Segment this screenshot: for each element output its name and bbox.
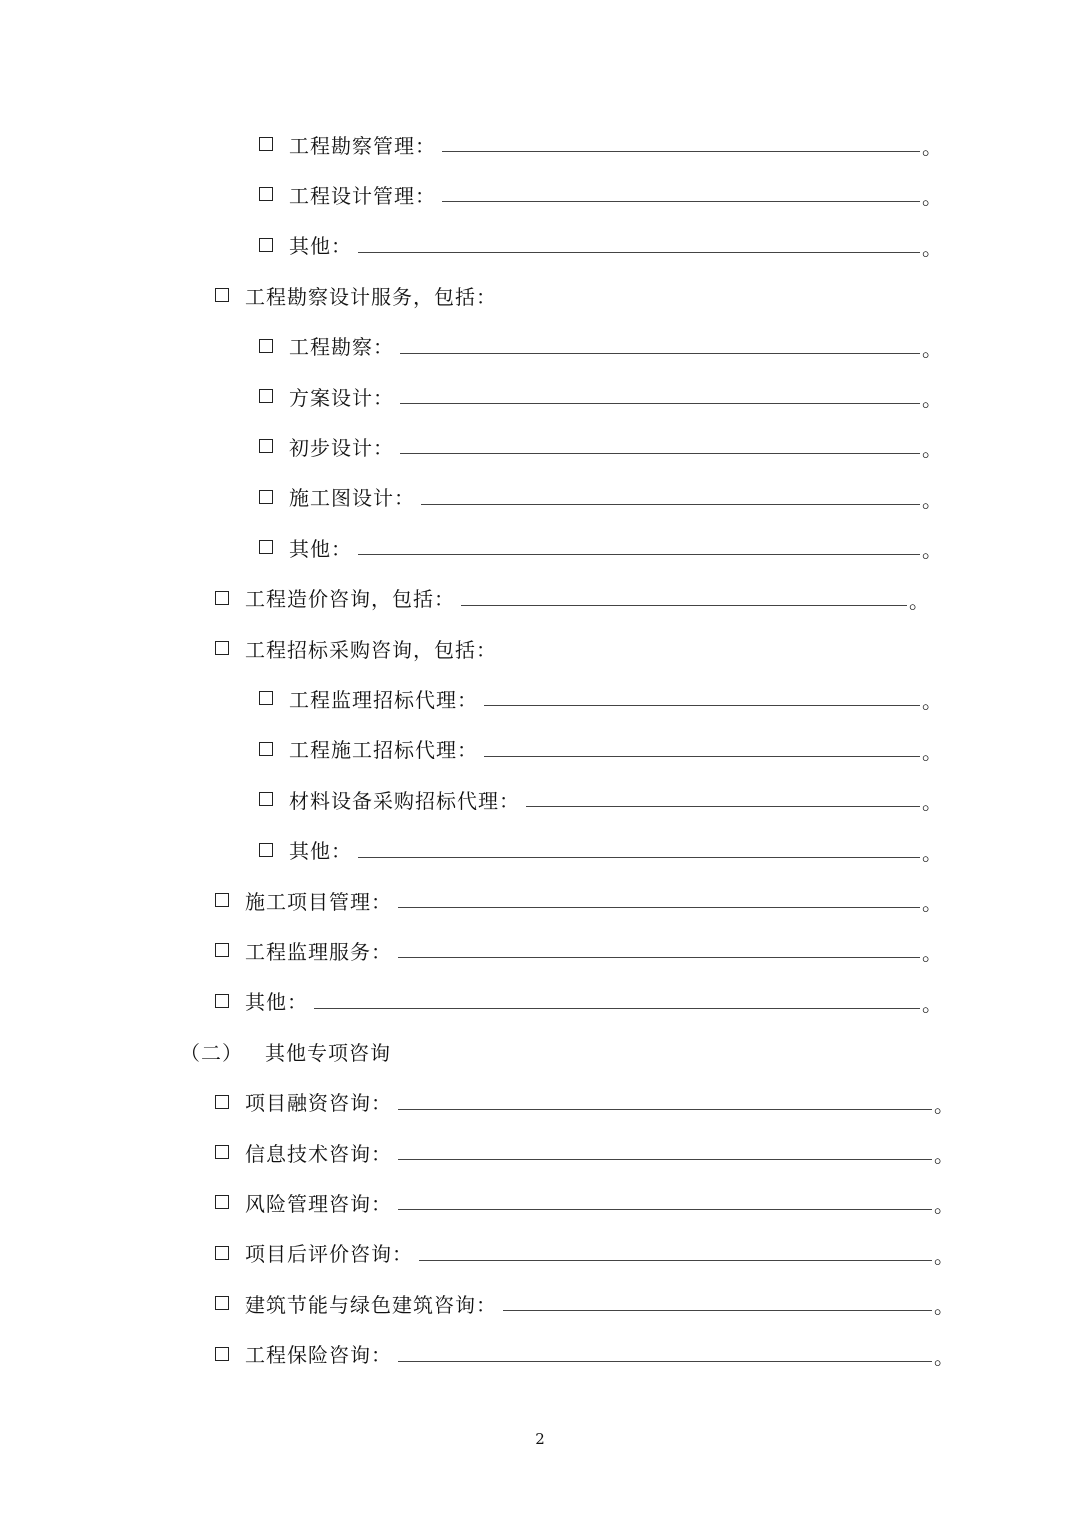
form-line-r8	[259, 480, 415, 514]
form-line-r10	[215, 581, 455, 615]
form-line-r14	[259, 782, 520, 816]
item-label: 风险管理咨询：	[245, 1191, 392, 1216]
form-line-r6	[259, 379, 394, 413]
checkbox[interactable]	[259, 339, 273, 353]
checkbox[interactable]	[259, 540, 273, 554]
fill-in-blank[interactable]	[358, 554, 920, 555]
fill-in-blank[interactable]	[484, 756, 920, 757]
fill-in-blank[interactable]	[503, 1310, 932, 1311]
fill-in-blank[interactable]	[421, 504, 920, 505]
period-mark: 。	[922, 437, 942, 462]
fill-in-blank[interactable]	[398, 1159, 932, 1160]
form-line-r21	[215, 1135, 392, 1169]
item-label: 工程勘察：	[289, 335, 394, 360]
checkbox[interactable]	[215, 1095, 229, 1109]
period-mark: 。	[909, 588, 929, 613]
form-line-r1	[259, 127, 436, 161]
item-label: 信息技术咨询：	[245, 1141, 392, 1166]
item-label: 工程招标采购咨询，包括：	[245, 637, 497, 662]
checkbox[interactable]	[215, 1296, 229, 1310]
checkbox[interactable]	[259, 137, 273, 151]
period-mark: 。	[934, 1193, 954, 1218]
checkbox[interactable]	[259, 389, 273, 403]
period-mark: 。	[922, 891, 942, 915]
period-mark: 。	[934, 1294, 954, 1319]
checkbox[interactable]	[215, 641, 229, 655]
period-mark: 。	[922, 135, 942, 159]
item-label: 工程保险咨询：	[245, 1343, 392, 1368]
period-mark: 。	[922, 790, 942, 815]
period-mark: 。	[934, 1344, 954, 1369]
form-line-r3	[259, 228, 352, 262]
item-label: 工程设计管理：	[289, 183, 436, 208]
period-mark: 。	[934, 1143, 954, 1167]
form-line-r17	[215, 933, 392, 967]
checkbox[interactable]	[259, 742, 273, 756]
checkbox[interactable]	[215, 591, 229, 605]
item-label: 材料设备采购招标代理：	[289, 788, 520, 813]
period-mark: 。	[934, 1243, 954, 1268]
checkbox[interactable]	[259, 187, 273, 201]
item-label: 工程造价咨询，包括：	[245, 587, 455, 612]
period-mark: 。	[922, 739, 942, 764]
period-mark: 。	[922, 487, 942, 512]
checkbox[interactable]	[215, 943, 229, 957]
period-mark: 。	[922, 336, 942, 361]
period-mark: 。	[922, 185, 942, 210]
period-mark: 。	[922, 387, 942, 411]
form-line-r4	[215, 278, 497, 312]
form-line-r20	[215, 1085, 392, 1119]
fill-in-blank[interactable]	[400, 353, 920, 354]
fill-in-blank[interactable]	[461, 605, 907, 606]
fill-in-blank[interactable]	[358, 857, 920, 858]
item-label: 工程监理招标代理：	[289, 687, 478, 712]
item-label: 工程监理服务：	[245, 939, 392, 964]
item-label: 其他：	[245, 990, 308, 1015]
form-line-r22	[215, 1185, 392, 1219]
item-label: 项目后评价咨询：	[245, 1242, 413, 1267]
fill-in-blank[interactable]	[398, 957, 920, 958]
form-line-r11	[215, 631, 497, 665]
fill-in-blank[interactable]	[398, 1361, 932, 1362]
checkbox[interactable]	[259, 238, 273, 252]
period-mark: 。	[922, 991, 942, 1016]
item-label: 施工项目管理：	[245, 889, 392, 914]
fill-in-blank[interactable]	[358, 252, 920, 253]
item-label: 建筑节能与绿色建筑咨询：	[245, 1292, 497, 1317]
checkbox[interactable]	[215, 1145, 229, 1159]
fill-in-blank[interactable]	[419, 1260, 932, 1261]
checkbox[interactable]	[259, 843, 273, 857]
period-mark: 。	[922, 235, 942, 260]
item-label: 工程施工招标代理：	[289, 738, 478, 763]
form-line-r18	[215, 984, 308, 1018]
checkbox[interactable]	[259, 439, 273, 453]
period-mark: 。	[922, 689, 942, 714]
page-number: 2	[535, 1430, 545, 1448]
checkbox[interactable]	[215, 1246, 229, 1260]
item-label: 初步设计：	[289, 435, 394, 460]
section-number: （二）	[180, 1040, 243, 1065]
form-line-r25	[215, 1337, 392, 1371]
form-line-r23	[215, 1236, 413, 1270]
section-heading: 其他专项咨询	[265, 1040, 391, 1065]
checkbox[interactable]	[215, 1195, 229, 1209]
item-label: 项目融资咨询：	[245, 1091, 392, 1116]
item-label: 施工图设计：	[289, 486, 415, 511]
checkbox[interactable]	[259, 490, 273, 504]
form-line-r19	[180, 1034, 391, 1068]
item-label: 工程勘察设计服务，包括：	[245, 284, 497, 309]
checkbox[interactable]	[259, 691, 273, 705]
form-line-r12	[259, 681, 478, 715]
fill-in-blank[interactable]	[400, 403, 920, 404]
form-line-r7	[259, 429, 394, 463]
item-label: 其他：	[289, 839, 352, 864]
form-line-r13	[259, 732, 478, 766]
item-label: 方案设计：	[289, 385, 394, 410]
form-line-r9	[259, 530, 352, 564]
form-line-r5	[259, 329, 394, 363]
fill-in-blank[interactable]	[398, 1109, 932, 1110]
period-mark: 。	[922, 941, 942, 966]
checkbox[interactable]	[215, 288, 229, 302]
form-line-r24	[215, 1286, 497, 1320]
form-line-r16	[215, 883, 392, 917]
fill-in-blank[interactable]	[484, 705, 920, 706]
fill-in-blank[interactable]	[398, 907, 920, 908]
fill-in-blank[interactable]	[314, 1008, 920, 1009]
form-line-r2	[259, 177, 436, 211]
item-label: 工程勘察管理：	[289, 133, 436, 158]
period-mark: 。	[934, 1092, 954, 1117]
item-label: 其他：	[289, 234, 352, 259]
fill-in-blank[interactable]	[526, 806, 920, 807]
form-line-r15	[259, 833, 352, 867]
fill-in-blank[interactable]	[398, 1209, 932, 1210]
checkbox[interactable]	[215, 1347, 229, 1361]
period-mark: 。	[922, 840, 942, 865]
checkbox[interactable]	[215, 994, 229, 1008]
checkbox[interactable]	[259, 792, 273, 806]
period-mark: 。	[922, 538, 942, 563]
fill-in-blank[interactable]	[442, 151, 920, 152]
checkbox[interactable]	[215, 893, 229, 907]
fill-in-blank[interactable]	[442, 201, 920, 202]
item-label: 其他：	[289, 536, 352, 561]
fill-in-blank[interactable]	[400, 453, 920, 454]
